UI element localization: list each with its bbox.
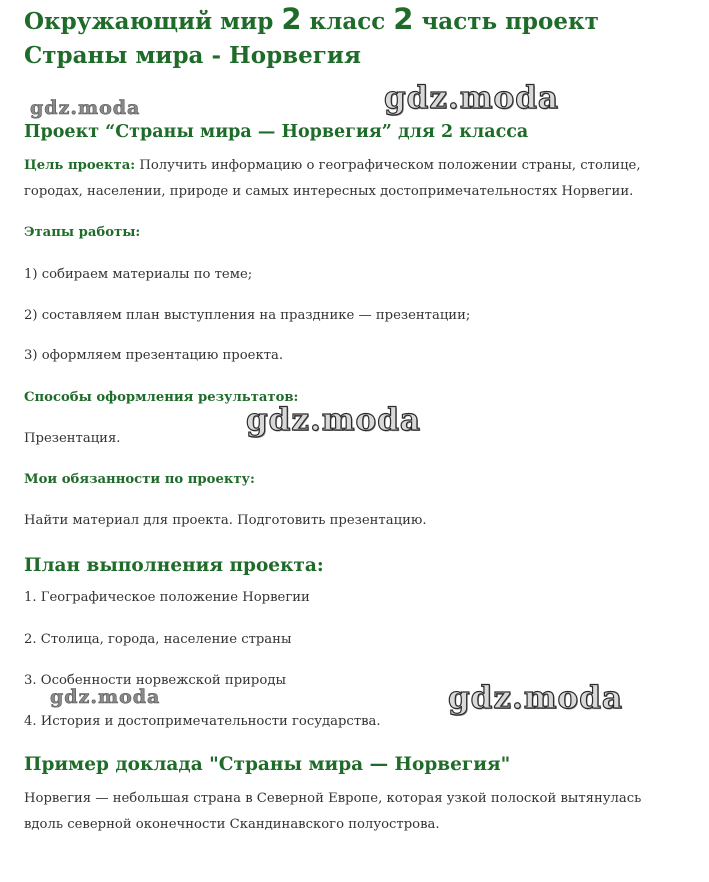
- results-text: Презентация.: [24, 431, 121, 446]
- goal-text: Получить информацию о географическом положении страны, столице, городах, населении, природе и самых интересных достопримечательностях Норвегии.: [24, 158, 641, 199]
- watermark-top: gdz.moda: [384, 80, 559, 116]
- stage-item-3: 3) оформляем презентацию проекта.: [24, 348, 284, 363]
- plan-item-2: 2. Столица, города, население страны: [24, 632, 292, 647]
- title-number-1: 2: [281, 2, 302, 36]
- title-part-3: часть проект Страны мира - Норвегия: [24, 8, 599, 69]
- watermark-bottom: gdz.moda: [448, 680, 623, 716]
- stages-label: Этапы работы:: [24, 225, 141, 240]
- duties-text: Найти материал для проекта. Подготовить презентацию.: [24, 513, 427, 528]
- goal-label: Цель проекта:: [24, 158, 136, 173]
- goal-paragraph: [24, 153, 684, 205]
- watermark-small-top: gdz.moda: [30, 97, 141, 119]
- title-part-2: класс: [301, 8, 394, 35]
- plan-item-1: 1. Географическое положение Норвегии: [24, 590, 310, 605]
- report-heading: Пример доклада "Страны мира — Норвегия": [24, 754, 511, 775]
- project-heading: Проект “Страны мира — Норвегия” для 2 класса: [24, 122, 529, 142]
- results-label: Способы оформления результатов:: [24, 390, 299, 405]
- plan-item-4: 4. История и достопримечательности государства.: [24, 714, 381, 729]
- stage-item-2: 2) составляем план выступления на празднике — презентации;: [24, 308, 471, 323]
- title-part-1: Окружающий мир: [24, 8, 282, 35]
- stage-item-1: 1) собираем материалы по теме;: [24, 267, 253, 282]
- duties-label: Мои обязанности по проекту:: [24, 472, 255, 487]
- page-title: [24, 2, 704, 73]
- report-text: Норвегия — небольшая страна в Северной Европе, которая узкой полоской вытянулась вдоль северной оконечности Скандинавского полуострова.: [24, 791, 642, 832]
- watermark-middle: gdz.moda: [246, 402, 421, 438]
- plan-item-3: 3. Особенности норвежской природы: [24, 673, 286, 688]
- plan-heading: План выполнения проекта:: [24, 555, 324, 576]
- title-number-2: 2: [393, 2, 414, 36]
- watermark-small-bottom: gdz.moda: [50, 686, 161, 708]
